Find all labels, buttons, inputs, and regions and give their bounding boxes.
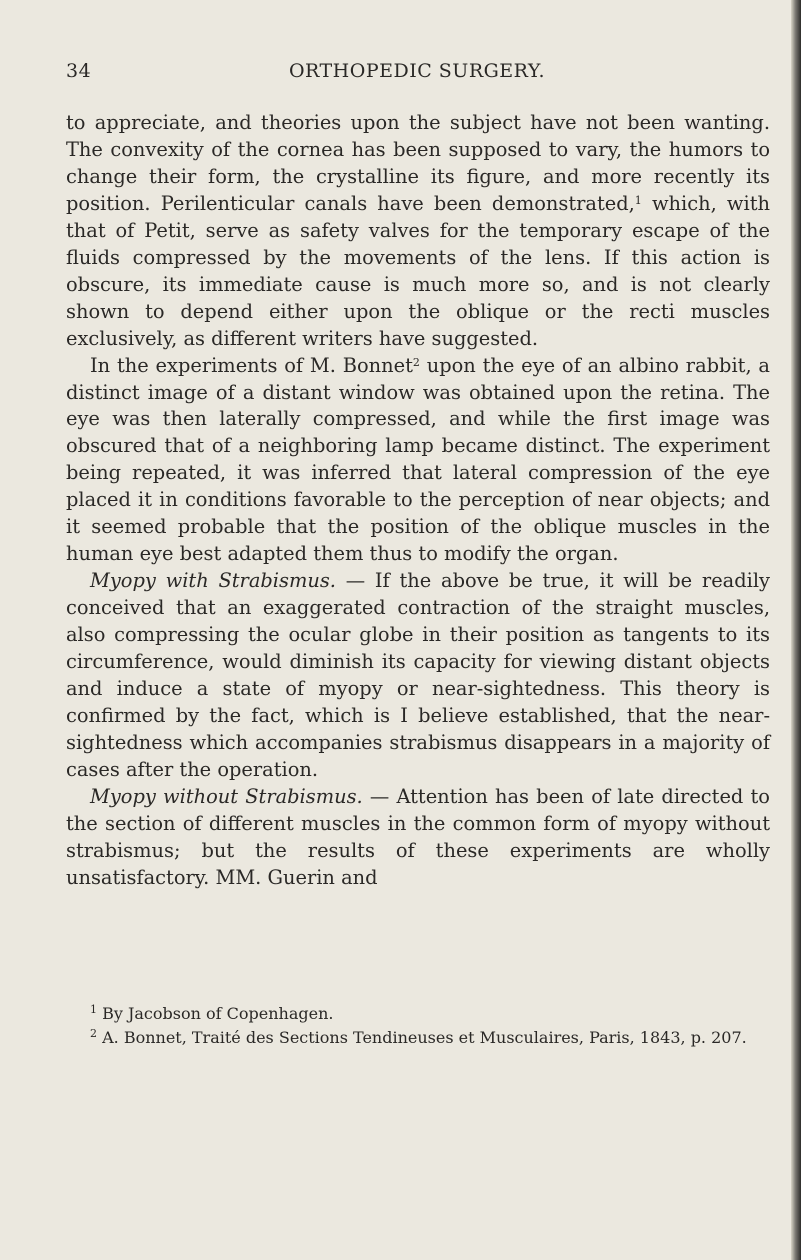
- paragraph: [66, 784, 770, 892]
- paragraph-text: upon the eye of an albino rabbit, a distinct image of a distant window was obtained upon the retina. The eye was then laterally compressed, and while the first image was obscured that of a neighboring lamp became distinct. The experiment being repeated, it was inferred that lateral compression of the eye placed it in conditions favorable to the perception of near objects; and it seemed probable that the position of the oblique muscles in the human eye best adapted them thus to modify the organ.: [66, 353, 770, 566]
- footnote: [66, 1026, 770, 1050]
- paragraph-text: to appreciate, and theories upon the subject have not been wanting. The convexity of the cornea has been supposed to vary, the humors to change their form, the crystalline its figure, and more recently its position. Perilenticular canals have been demonstrated,: [66, 111, 770, 215]
- paragraph: [66, 110, 770, 353]
- page-header: [66, 60, 768, 86]
- footnote-ref: 2: [412, 355, 420, 369]
- page-edge-shadow: [791, 0, 801, 1260]
- footnote: [66, 1002, 770, 1026]
- body-text: [66, 110, 770, 892]
- paragraph: [66, 568, 770, 784]
- paragraph: [66, 353, 770, 569]
- paragraph-text: — If the above be true, it will be readily conceived that an exaggerated contraction of the straight muscles, also compressing the ocular globe in their position as tangents to its circumference, would diminish its capacity for viewing distant objects and induce a state of myopy or near-sightedness. This theory is confirmed by the fact, which is I believe established, that the near-sightedness which accompanies strabismus disappears in a majority of cases after the operation.: [66, 569, 770, 781]
- footnote-text: By Jacobson of Copenhagen.: [97, 1004, 334, 1023]
- footnote-ref: 1: [634, 193, 642, 207]
- page-number: 34: [66, 60, 92, 82]
- paragraph-text: which, with that of Petit, serve as safety valves for the temporary escape of the fluids compressed by the movements of the lens. If this action is obscure, its immediate cause is much more so, and is not clearly shown to depend either upon the oblique or the recti muscles exclusively, as different writers have suggested.: [66, 191, 770, 350]
- section-heading: Myopy with Strabismus.: [90, 569, 336, 593]
- section-heading: Myopy without Strabismus.: [90, 784, 363, 808]
- paragraph-text: — Attention has been of late directed to the section of different muscles in the common form of myopy without strabismus; but the results of these experiments are wholly unsatisfactory. MM. Guerin and: [66, 784, 770, 889]
- footnote-mark: 1: [90, 1003, 97, 1016]
- running-title: ORTHOPEDIC SURGERY.: [288, 60, 546, 82]
- footnote-mark: 2: [90, 1027, 97, 1040]
- paragraph-text: In the experiments of M. Bonnet: [90, 353, 413, 377]
- footnotes: [66, 1002, 770, 1050]
- footnote-text: A. Bonnet, Traité des Sections Tendineuses et Musculaires, Paris, 1843, p. 207.: [97, 1028, 747, 1047]
